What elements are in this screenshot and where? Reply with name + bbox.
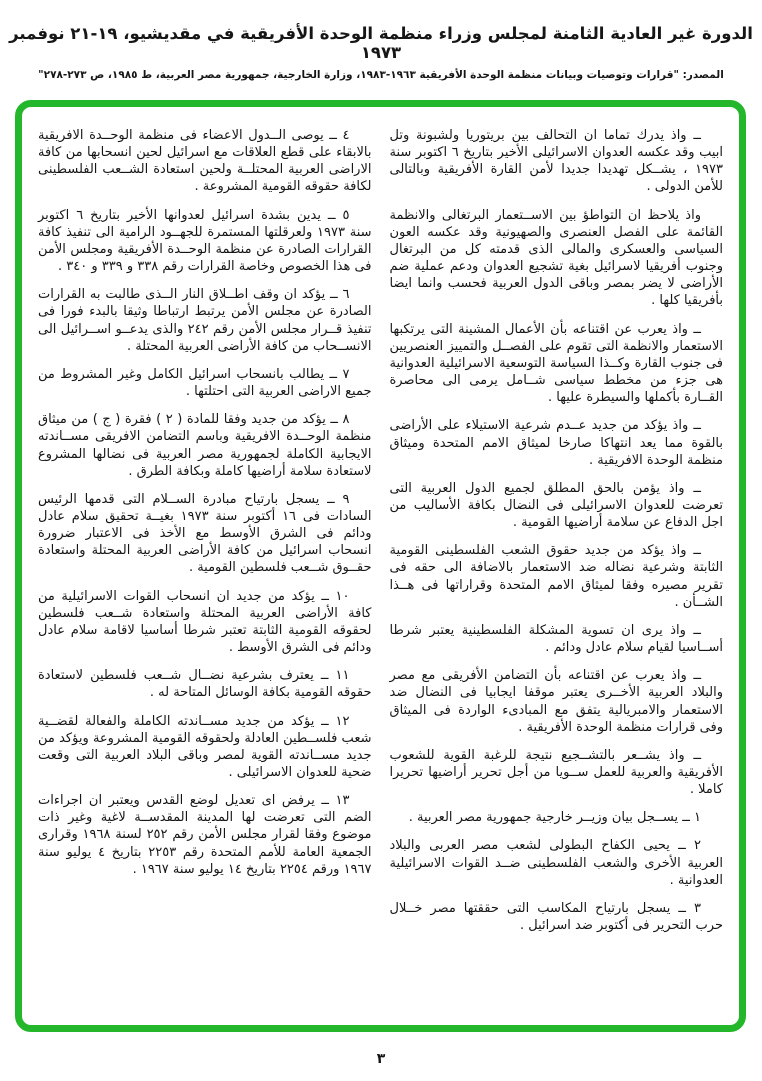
paragraph: ٢ ــ يحيى الكفاح البطولى لشعب مصر العربى والبلاد العربية الأخرى والشعب الفلسطينى ضــد القوات الاسرائيلية العدوانية . <box>389 838 723 888</box>
paragraph: ١٣ ــ يرفض اى تعديل لوضع القدس ويعتبر ان اجراءات الضم التى تعرضت لها المدينة المقدســة لاغية وغير ذات موضوع وفقا لقرار مجلس الأمن رقم ٢٥٢ لسنة ١٩٦٨ وقرارى الجمعية العامة للأمم المتحدة رقم ٢٢٥٣ بتاريخ ٤ يوليو سنة ١٩٦٧ ورقم ٢٢٥٤ بتاريخ ١٤ يوليو سنة ١٩٦٧ . <box>38 793 372 877</box>
source-citation: المصدر: "قرارات وتوصيات وبيانات منظمة الوحدة الأفريقية ١٩٦٣-١٩٨٣، وزارة الخارجية، جمهورية مصر العربية، ط ١٩٨٥، ص ٢٧٣-٢٧٨" <box>38 69 724 81</box>
document-header <box>0 0 762 81</box>
paragraph: ــ واذ يرى ان تسوية المشكلة الفلسطينية يعتبر شرطا أســاسيا لقيام سلام عادل ودائم . <box>389 622 723 656</box>
paragraph: ٨ ــ يؤكد من جديد وفقا للمادة ( ٢ ) فقرة ( ج ) من ميثاق منظمة الوحــدة الافريقية وباسم التضامن الافريقى مســاندته الايجابية الكاملة لجمهورية مصر العربية فى نضالها المشروع لاستعادة سلامة أراضيها كاملة وبكافة الطرق . <box>38 412 372 479</box>
paragraph: ١٠ ــ يؤكد من جديد ان انسحاب القوات الاسرائيلية من كافة الأراضى العربية المحتلة واستعادة شــعب فلسطين لحقوقه القومية الثابتة تعتبر شرطا أساسيا لاقامة سلام عادل ودائم فى الشرق الأوسط . <box>38 588 372 656</box>
paragraph: ٥ ــ يدين بشدة اسرائيل لعدوانها الأخير بتاريخ ٦ اكتوبر سنة ١٩٧٣ ولعرقلتها المستمرة للجهــود الرامية الى تنفيذ كافة القرارات الصادرة عن منظمة الوحــدة الأفريقية ومجلس الأمن فى هذا الخصوص وخاصة القرارات رقم ٣٣٨ و ٣٣٩ و ٣٤٠ . <box>38 207 372 275</box>
paragraph: ــ واذ يشــعر بالتشــجيع نتيجة للرغبة القوية للشعوب الأفريقية والعربية للعمل ســويا من أجل تحرير أراضيها تحريرا كاملا . <box>389 747 723 798</box>
left-column <box>38 127 372 1013</box>
paragraph: ١ ــ يســجل بيان وزيــر خارجية جمهورية مصر العربية . <box>408 810 701 826</box>
paragraph: ــ واذ يعرب عن اقتناعه بأن الأعمال المشينة التى يرتكبها الاستعمار والانظمة التى تقوم على الفصــل والتمييز العنصريين فى جنوب القارة وكــذا السياسة التوسعية الاسرائيلية العدوانية هى جزء من مخطط سياسى شــامل يرمى الى محاصرة القــارة بأكملها والسيطرة عليها . <box>389 321 723 406</box>
paragraph: ٣ ــ يسجل بارتياح المكاسب التى حققتها مصر خــلال حرب التحرير فى أكتوبر ضد اسرائيل . <box>389 900 723 934</box>
paragraph: ٤ ــ يوصى الــدول الاعضاء فى منظمة الوحــدة الافريقية بالابقاء على قطع العلاقات مع اسرائيل لحين انسحابها من كافة الاراضى العربية المحتلــة ولحين استعادة الشــعب الفلسطينى لكافة حقوقه القومية المشروعة . <box>38 128 372 195</box>
paragraph: ــ واذ يعرب عن اقتناعه بأن التضامن الأفريقى مع مصر والبلاد العربية الأخــرى يعتبر موقفا ايجابيا فى النضال ضد الاستعمار والامبريالية يتفق مع المبادىء الواردة فى الميثاق وفى قرارات منظمة الوحدة الأفريقية . <box>389 668 723 735</box>
paragraph: ــ واذ يؤكد من جديد عــدم شرعية الاستيلاء على الأراضى بالقوة مما يعد انتهاكا صارخا لميثاق الامم المتحدة وميثاق منظمة الوحدة الافريقية . <box>389 418 723 468</box>
paragraph: ٦ ــ يؤكد ان وقف اطــلاق النار الــذى طالبت به القرارات الصادرة عن مجلس الأمن يرتبط ارتباطا وثيقا بالبدء فورا فى تنفيذ قــرار مجلس الأمن رقم ٢٤٢ والذى يدعــو اســرائيل الى الانســحاب من كافة الأراضى العربية المحتلة . <box>38 287 372 354</box>
paragraph: ١١ ــ يعترف بشرعية نضــال شــعب فلسطين لاستعادة حقوقه القومية بكافة الوسائل المتاحة له . <box>38 668 372 701</box>
document-footer <box>0 1048 762 1067</box>
paragraph: ٩ ــ يسجل بارتياح مبادرة الســلام التى قدمها الرئيس السادات فى ١٦ أكتوبر سنة ١٩٧٣ بغيــة تحقيق سلام عادل ودائم فى الشرق الأوسط مع الأخذ فى الاعتبار ضرورة انسحاب اسرائيل من كافة الأراضى العربية المحتلة واستعادة حقــوق شــعب فلسطين القومية . <box>38 491 372 576</box>
paragraph: واذ يلاحظ ان التواطؤ بين الاســتعمار البرتغالى والانظمة القائمة على الفصل العنصرى والصهيونية وقد عكسه العون السياسى والعسكرى والمالى الذى قدمته كل من البرتغال وجنوب أفريقيا لاسرائيل بغية تشجيع العدوان ودعم عملية ضم الأراضى لا يضر بمصر وباقى الدول العربية فحسب وانما ايضا بأفريقيا كلها . <box>389 207 723 309</box>
paragraph: ــ واذ يدرك تماما ان التحالف بين بريتوريا ولشبونة وتل ابيب وقد عكسه العدوان الاسرائيلى الأخير بتاريخ ٦ اكتوبر سنة ١٩٧٣ ، يشــكل تهديدا جديدا لأمن القارة الأفريقية وبالتالى للأمن الدولى . <box>389 128 723 195</box>
right-column <box>390 127 724 1013</box>
green-border-frame <box>15 100 746 1032</box>
page-number: ٣ <box>376 1051 386 1067</box>
paragraph: ــ واذ يؤكد من جديد حقوق الشعب الفلسطينى القومية الثابتة وشرعية نضاله ضد الاستعمار بالاضافة الى حقه فى تقرير مصيره وفقا لميثاق الامم المتحدة وقراراتها فى هــذا الشــأن . <box>389 543 723 610</box>
paragraph: ــ واذ يؤمن بالحق المطلق لجميع الدول العربية التى تعرضت للعدوان الاسرائيلى فى النضال بكافة الأساليب من اجل الدفاع عن سلامة أراضيها القومية . <box>389 480 723 531</box>
two-column-text-area <box>22 107 739 1025</box>
page-title: الدورة غير العادية الثامنة لمجلس وزراء منظمة الوحدة الأفريقية في مقديشيو، ١٩-٢١ نوفمبر ١٩٧٣ <box>9 24 753 62</box>
paragraph: ١٢ ــ يؤكد من جديد مســاندته الكاملة والفعالة لقضــية شعب فلســطين العادلة ولحقوقه القومية المشروعة ويؤكد من جديد مســاندته القوية لمصر وباقى البلاد العربية التى وقعت ضحية للعدوان الاسرائيلى . <box>38 713 372 780</box>
paragraph: ٧ ــ يطالب بانسحاب اسرائيل الكامل وغير المشروط من جميع الاراضى العربية التى احتلتها . <box>38 366 372 400</box>
